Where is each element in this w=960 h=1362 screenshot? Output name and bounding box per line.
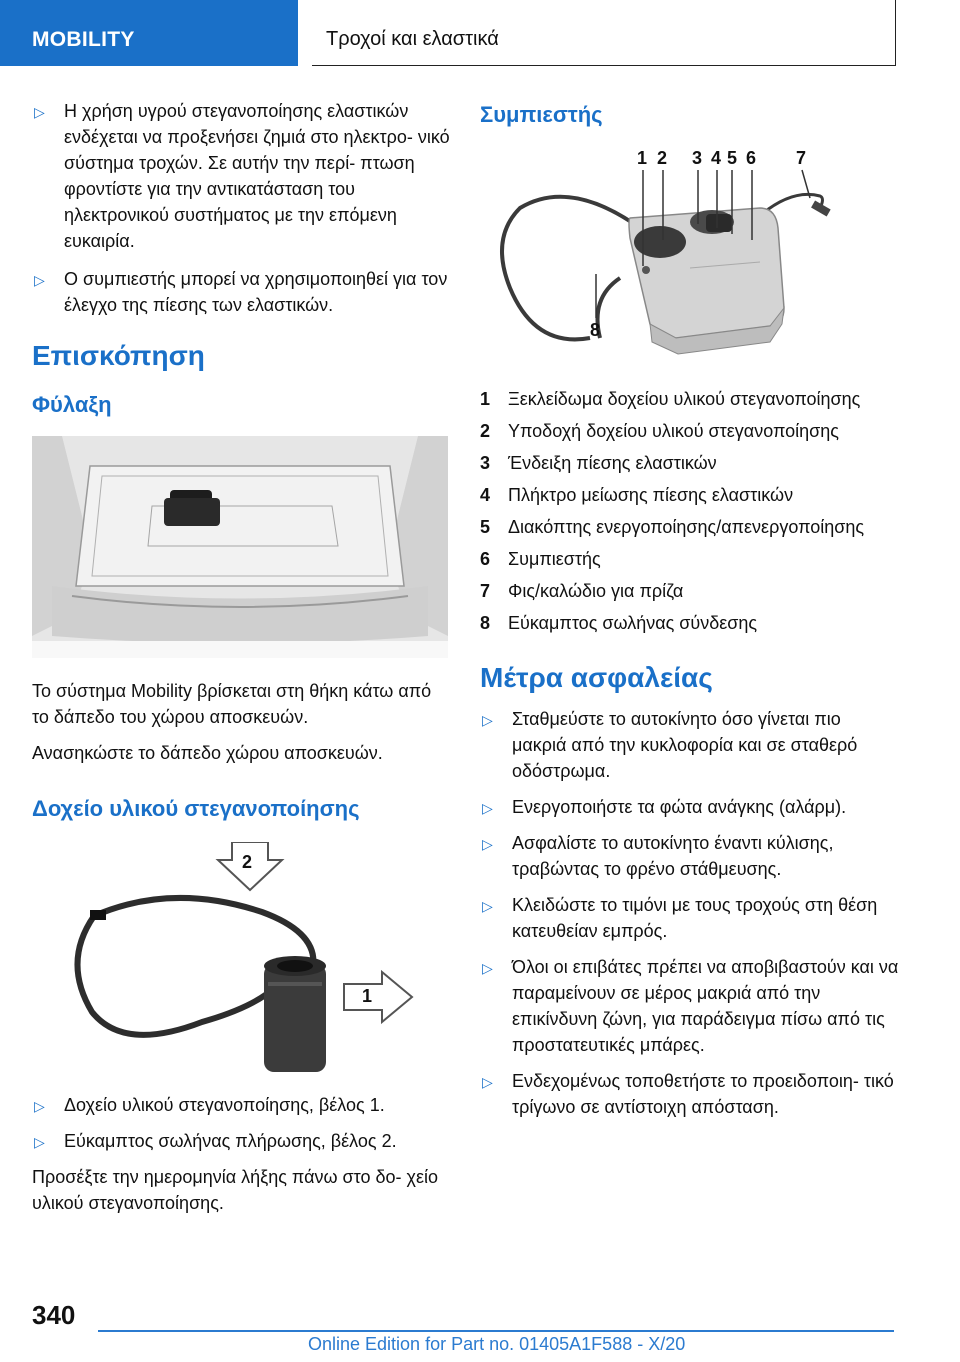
- callout-4: 4: [711, 148, 722, 168]
- sealant-container-illustration: [32, 842, 448, 1082]
- legend-number: 5: [480, 517, 491, 537]
- safety-bullet: [480, 954, 900, 1058]
- arrow-label-2: 2: [242, 852, 253, 872]
- triangle-bullet-icon: ▷: [482, 712, 493, 728]
- chapter-header: [312, 0, 896, 66]
- callout-5: 5: [727, 148, 738, 168]
- legend-item: [480, 418, 900, 450]
- page-number: 340: [32, 1300, 76, 1330]
- bullet-text: Σταθμεύστε το αυτοκίνητο όσο γίνεται πιο μακριά από την κυκλοφορία και σε σταθερό οδόστρωμα.: [512, 709, 858, 781]
- overview-heading: Επισκόπηση: [32, 340, 205, 371]
- bullet-text: Η χρήση υγρού στεγανοποίησης ελαστικών ενδέχεται να προξενήσει ζημιά στο ηλεκτρο- νικό σύστημα τροχών. Σε αυτήν την περί- πτωση φροντίστε για την αντικατάσταση του ηλεκτρονικού συστήματος με την επόμενη ευκαιρία.: [64, 101, 450, 251]
- trunk-storage-photo: [32, 436, 448, 658]
- footer-edition: Online Edition for Part no. 01405A1F588 - X/20: [308, 1334, 686, 1354]
- container-bullet: [32, 1128, 450, 1154]
- triangle-bullet-icon: ▷: [482, 800, 493, 816]
- triangle-bullet-icon: ▷: [482, 898, 493, 914]
- triangle-bullet-icon: ▷: [34, 1134, 45, 1150]
- triangle-bullet-icon: ▷: [482, 836, 493, 852]
- legend-number: 2: [480, 421, 491, 441]
- footer-divider: [98, 1330, 894, 1332]
- storage-paragraph: Το σύστημα Mobility βρίσκεται στη θήκη κάτω από το δάπεδο του χώρου αποσκευών.: [32, 681, 432, 727]
- compressor-figure: [480, 148, 900, 368]
- legend-text: Ένδειξη πίεσης ελαστικών: [508, 453, 717, 473]
- callout-2: 2: [657, 148, 668, 168]
- bullet-text: Κλειδώστε το τιμόνι με τους τροχούς στη θέση κατευθείαν εμπρός.: [512, 895, 878, 941]
- triangle-bullet-icon: ▷: [34, 1098, 45, 1114]
- callout-1: 1: [637, 148, 648, 168]
- container-heading: Δοχείο υλικού στεγανοποίησης: [32, 796, 360, 821]
- compressor-illustration: [480, 148, 900, 368]
- safety-heading: Μέτρα ασφαλείας: [480, 662, 713, 693]
- bullet-text: Ασφαλίστε το αυτοκίνητο έναντι κύλισης, τραβώντας το φρένο στάθμευσης.: [512, 833, 834, 879]
- section-tab: [0, 0, 298, 66]
- bullet-text: Εύκαμπτος σωλήνας πλήρωσης, βέλος 2.: [64, 1131, 397, 1151]
- arrow-label-1: 1: [362, 986, 373, 1006]
- bullet-text: Ενεργοποιήστε τα φώτα ανάγκης (αλάρμ).: [512, 797, 847, 817]
- container-bullet: [32, 1092, 450, 1118]
- legend-item: [480, 546, 900, 578]
- legend-number: 3: [480, 453, 491, 473]
- compressor-legend: [480, 386, 900, 642]
- legend-text: Υποδοχή δοχείου υλικού στεγανοποίησης: [508, 421, 839, 441]
- legend-text: Πλήκτρο μείωσης πίεσης ελαστικών: [508, 485, 794, 505]
- legend-number: 7: [480, 581, 491, 601]
- legend-number: 8: [480, 613, 491, 633]
- compressor-heading: Συμπιεστής: [480, 102, 603, 127]
- safety-bullet: [480, 706, 900, 784]
- legend-item: [480, 578, 900, 610]
- legend-text: Διακόπτης ενεργοποίησης/απενεργοποίησης: [508, 517, 865, 537]
- intro-bullet: [32, 98, 450, 254]
- section-title: MOBILITY: [32, 28, 135, 51]
- legend-item: [480, 450, 900, 482]
- bullet-text: Ο συμπιεστής μπορεί να χρησιμοποιηθεί για τον έλεγχο της πίεσης των ελαστικών.: [64, 269, 448, 315]
- callout-8: 8: [590, 320, 601, 340]
- legend-text: Ξεκλείδωμα δοχείου υλικού στεγανοποίησης: [508, 389, 861, 409]
- legend-item: [480, 514, 900, 546]
- left-column: [32, 98, 450, 1226]
- container-note: Προσέξτε την ημερομηνία λήξης πάνω στο δο- χείο υλικού στεγανοποίησης.: [32, 1167, 439, 1213]
- intro-bullet: [32, 266, 450, 318]
- triangle-bullet-icon: ▷: [34, 104, 45, 120]
- safety-bullet: [480, 830, 900, 882]
- legend-text: Φις/καλώδιο για πρίζα: [508, 581, 684, 601]
- bullet-text: Ενδεχομένως τοποθετήστε το προειδοποιη- τικό τρίγωνο σε αντίστοιχη απόσταση.: [512, 1071, 894, 1117]
- callout-6: 6: [746, 148, 757, 168]
- callout-7: 7: [796, 148, 807, 168]
- legend-item: [480, 482, 900, 514]
- storage-paragraph: Ανασηκώστε το δάπεδο χώρου αποσκευών.: [32, 743, 383, 763]
- trunk-illustration: [32, 436, 448, 658]
- legend-number: 4: [480, 485, 491, 505]
- right-column: [480, 98, 900, 1130]
- bullet-text: Όλοι οι επιβάτες πρέπει να αποβιβαστούν και να παραμείνουν σε μέρος μακριά από την επικίνδυνη ζώνη, για παράδειγμα πίσω από τις προστατευτικές μπάρες.: [512, 957, 899, 1055]
- chapter-title: Τροχοί και ελαστικά: [326, 28, 499, 50]
- safety-bullet: [480, 892, 900, 944]
- sealant-container-figure: [32, 842, 448, 1082]
- bullet-text: Δοχείο υλικού στεγανοποίησης, βέλος 1.: [64, 1095, 385, 1115]
- legend-text: Εύκαμπτος σωλήνας σύνδεσης: [508, 613, 758, 633]
- legend-number: 1: [480, 389, 491, 409]
- legend-item: [480, 610, 900, 642]
- triangle-bullet-icon: ▷: [482, 1074, 493, 1090]
- legend-number: 6: [480, 549, 491, 569]
- safety-bullet: [480, 1068, 900, 1120]
- safety-bullet: [480, 794, 900, 820]
- legend-item: [480, 386, 900, 418]
- triangle-bullet-icon: ▷: [34, 272, 45, 288]
- callout-3: 3: [692, 148, 703, 168]
- legend-text: Συμπιεστής: [508, 549, 601, 569]
- triangle-bullet-icon: ▷: [482, 960, 493, 976]
- storage-heading: Φύλαξη: [32, 392, 112, 417]
